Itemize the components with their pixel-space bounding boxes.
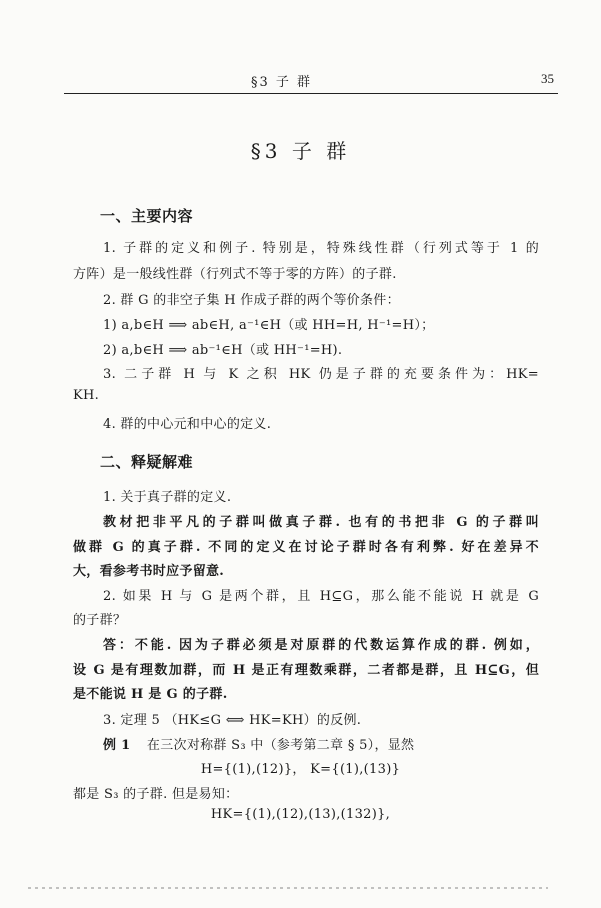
heading-doubts-explained: 二、释疑解难 xyxy=(100,453,194,471)
paragraph-line: 设 G 是有理数加群，而 H 是正有理数乘群，二者都是群，且 H⊆G，但 xyxy=(73,663,539,678)
paragraph-line: 3. 定理 5 （HK≤G ⟺ HK=KH）的反例. xyxy=(103,713,362,728)
paragraph-line: 教材把非平凡的子群叫做真子群. 也有的书把非 G 的子群叫 xyxy=(103,515,539,530)
condition-line: 2) a,b∈H ⟹ ab⁻¹∈H（或 HH⁻¹=H). xyxy=(103,343,343,358)
example-label: 例 1 xyxy=(103,738,131,753)
paragraph-line: 答：不能. 因为子群必须是对原群的代数运算作成的群. 例如， xyxy=(103,638,539,653)
running-title: §3 子 群 xyxy=(251,75,313,90)
paragraph-line: 大，看参考书时应予留意. xyxy=(73,564,225,579)
paragraph-line: 做群 G 的真子群. 不同的定义在讨论子群时各有利弊. 好在差异不 xyxy=(73,540,539,555)
paragraph-line: 方阵）是一般线性群（行列式不等于零的方阵）的子群. xyxy=(73,267,397,282)
paragraph-line: 是不能说 H 是 G 的子群. xyxy=(73,687,228,702)
formula-hk: HK={(1),(12),(13),(132)}, xyxy=(210,807,391,822)
paragraph-line: 3. 二子群 H 与 K 之积 HK 仍是子群的充要条件为：HK= xyxy=(103,367,539,382)
paragraph-line: 4. 群的中心元和中心的定义. xyxy=(103,417,272,432)
page-number: 35 xyxy=(541,71,554,86)
paragraph-line: KH. xyxy=(73,388,100,403)
example-line xyxy=(103,734,414,753)
condition-line: 1) a,b∈H ⟹ ab∈H, a⁻¹∈H（或 HH=H, H⁻¹=H）； xyxy=(103,318,435,333)
paragraph-line: 2. 如果 H 与 G 是两个群，且 H⊆G，那么能不能说 H 就是 G xyxy=(103,589,539,604)
formula-h-k: H={(1),(12)}， K={(1),(13)} xyxy=(200,762,401,777)
paragraph-line: 2. 群 G 的非空子集 H 作成子群的两个等价条件： xyxy=(103,293,400,308)
running-header xyxy=(64,71,558,94)
paragraph-line: 1. 子群的定义和例子. 特别是，特殊线性群（行列式等于 1 的 xyxy=(103,241,539,256)
example-text: 在三次对称群 S₃ 中（参考第二章 § 5），显然 xyxy=(146,738,415,753)
section-title: §3 子 群 xyxy=(250,139,351,163)
paragraph-line: 的子群？ xyxy=(73,613,127,628)
heading-main-content: 一、主要内容 xyxy=(100,207,194,225)
paragraph-line: 1. 关于真子群的定义. xyxy=(103,490,232,505)
scan-edge-mark xyxy=(28,887,548,889)
paragraph-line: 都是 S₃ 的子群. 但是易知： xyxy=(73,787,239,802)
